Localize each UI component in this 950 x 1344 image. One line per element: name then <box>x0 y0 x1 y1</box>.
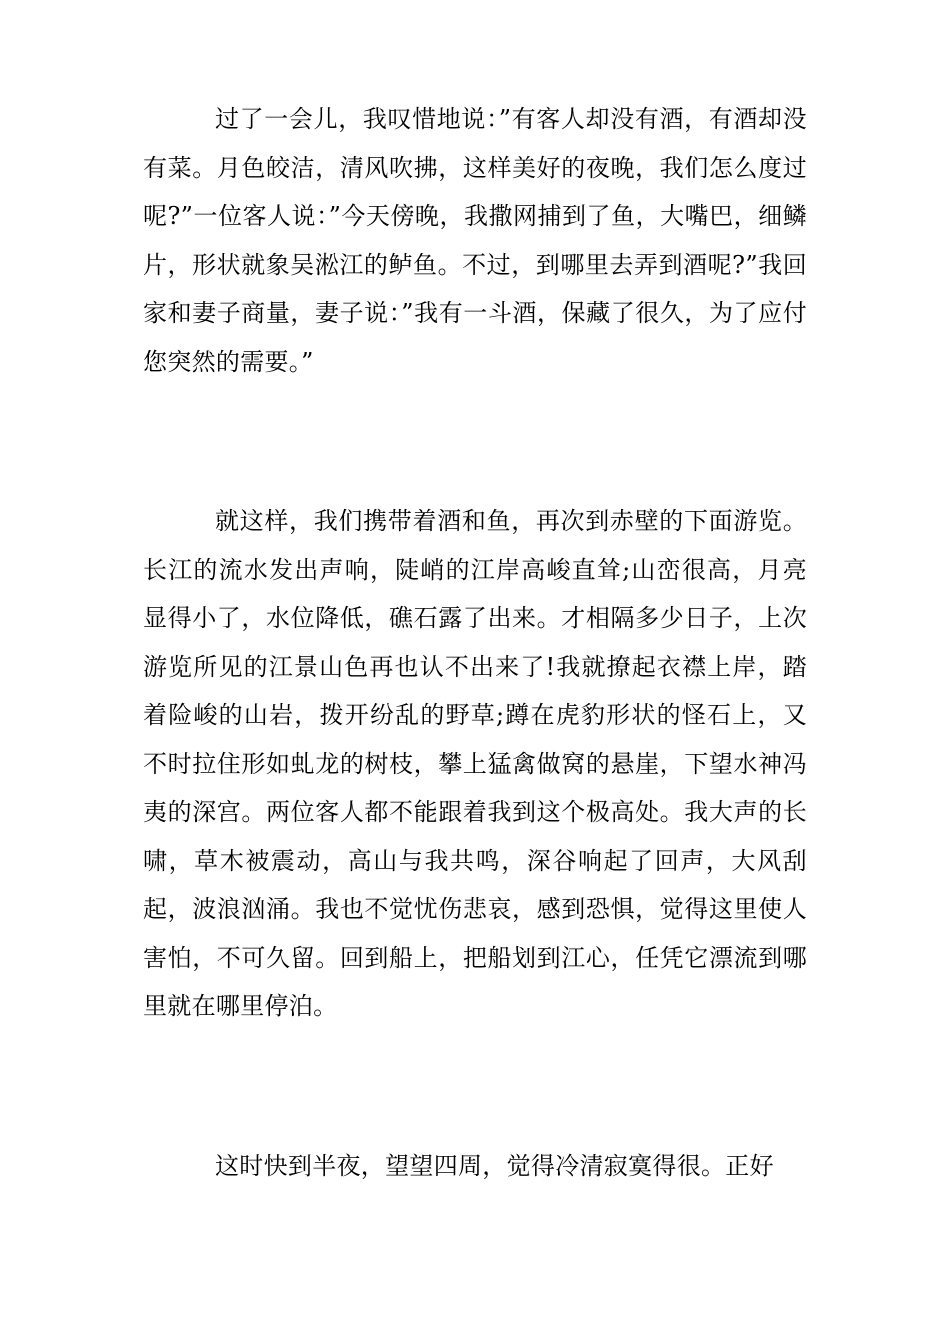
paragraph-3: 这时快到半夜，望望四周，觉得冷清寂寞得很。正好 <box>215 1152 774 1180</box>
paragraph-1: 过了一会儿，我叹惜地说：”有客人却没有酒，有酒却没有菜。月色皎洁，清风吹拂，这样美好的夜晚，我们怎么度过呢?”一位客人说：”今天傍晚，我撒网捕到了鱼，大嘴巴，细鳞片，形状就象吴淞江的鲈鱼。不过，到哪里去弄到酒呢?”我回家和妻子商量，妻子说：”我有一斗酒，保藏了很久，为了应付您突然的需要。” <box>143 105 807 376</box>
paragraph-2: 就这样，我们携带着酒和鱼，再次到赤壁的下面游览。长江的流水发出声响，陡峭的江岸高峻直耸;山峦很高，月亮显得小了，水位降低，礁石露了出来。才相隔多少日子，上次游览所见的江景山色再也认不出来了!我就撩起衣襟上岸，踏着险峻的山岩，拨开纷乱的野草;蹲在虎豹形状的怪石上，又不时拉住形如虬龙的树枝，攀上猛禽做窝的悬崖，下望水神冯夷的深宫。两位客人都不能跟着我到这个极高处。我大声的长啸，草木被震动，高山与我共鸣，深谷响起了回声，大风刮起，波浪汹涌。我也不觉忧伤悲哀，感到恐惧，觉得这里使人害怕，不可久留。回到船上，把船划到江心，任凭它漂流到哪里就在哪里停泊。 <box>143 507 807 1020</box>
